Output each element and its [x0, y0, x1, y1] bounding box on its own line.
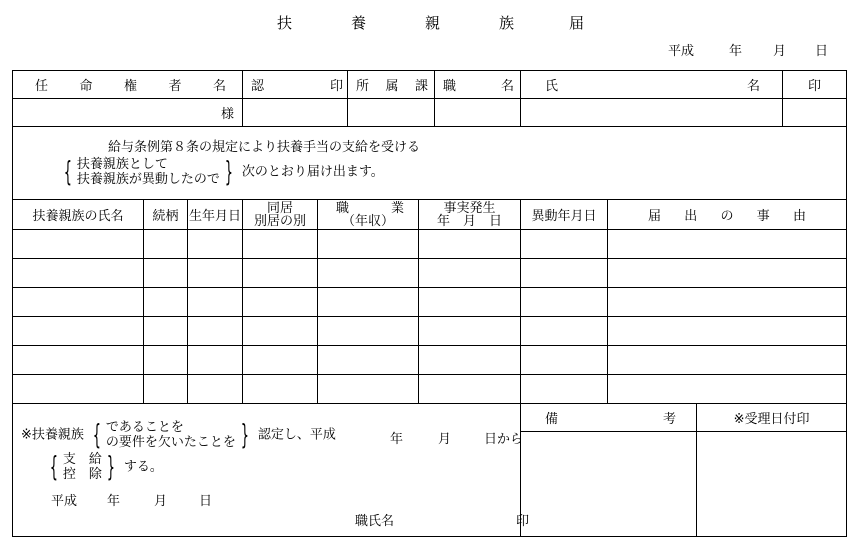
deduct-option: 控 除: [62, 467, 102, 482]
cell-birth[interactable]: [188, 230, 243, 259]
cell-birth[interactable]: [188, 317, 243, 346]
col-dependent-name: 扶養親族の氏名: [13, 200, 144, 230]
cell-change-date[interactable]: [521, 346, 608, 375]
cell-cohabit[interactable]: [243, 288, 318, 317]
statement-choice: { 扶養親族として 扶養親族が異動したので } 次のとおり届け出ます。: [63, 155, 384, 188]
statement-tail: 次のとおり届け出ます。: [241, 164, 384, 180]
department-field[interactable]: [348, 99, 435, 127]
cell-birth[interactable]: [188, 259, 243, 288]
sama-label: 様: [221, 107, 235, 122]
cell-fact-date[interactable]: [419, 288, 521, 317]
column-header-row: [13, 200, 847, 230]
cell-reason[interactable]: [608, 230, 847, 259]
cell-relation[interactable]: [144, 346, 188, 375]
cell-change-date[interactable]: [521, 317, 608, 346]
date-month: 月: [773, 44, 787, 59]
cell-fact-date[interactable]: [419, 317, 521, 346]
dependent-row: [13, 346, 847, 375]
appointer-label: 任 命 権 者 名: [13, 71, 243, 99]
option-dependent-changed: 扶養親族が異動したので: [76, 172, 220, 187]
pay-suffix: する。: [123, 459, 163, 475]
statement-cell: [13, 127, 847, 200]
entry-row: [13, 99, 847, 127]
approval-year: 年: [390, 432, 404, 447]
approval-day-from: 日から: [484, 432, 524, 447]
cell-relation[interactable]: [144, 288, 188, 317]
date-era: 平成: [668, 44, 695, 59]
cell-reason[interactable]: [608, 288, 847, 317]
approval-block: [13, 404, 530, 537]
cell-relation[interactable]: [144, 230, 188, 259]
appointer-field[interactable]: [13, 99, 243, 127]
statement-row: [13, 127, 847, 200]
officer-label: 職氏名: [355, 514, 395, 529]
dependent-row: [13, 317, 847, 346]
seal-label-2: 印: [783, 71, 847, 99]
seal-field-2[interactable]: [783, 99, 847, 127]
col-change-date: 異動年月日: [521, 200, 608, 230]
dependent-form-table: [12, 70, 847, 537]
cell-fact-date[interactable]: [419, 375, 521, 404]
dependent-row: [13, 375, 847, 404]
remarks-field[interactable]: [521, 432, 697, 537]
header-row: [13, 71, 847, 99]
option-as-dependent: 扶養親族として: [76, 157, 168, 172]
dependent-row: [13, 230, 847, 259]
department-label: 所 属 課: [348, 71, 435, 99]
cell-reason[interactable]: [608, 317, 847, 346]
cell-cohabit[interactable]: [243, 346, 318, 375]
cell-cohabit[interactable]: [243, 259, 318, 288]
col-birthdate: 生年月日: [188, 200, 243, 230]
cell-name[interactable]: [13, 317, 144, 346]
name-field[interactable]: [521, 99, 783, 127]
col-cohabit: 同居 別居の別: [243, 200, 318, 230]
cell-occupation[interactable]: [318, 259, 419, 288]
position-field[interactable]: [435, 99, 521, 127]
title-char: 養: [351, 14, 367, 32]
cell-fact-date[interactable]: [419, 346, 521, 375]
position-label: 職 名: [435, 71, 521, 99]
cell-birth[interactable]: [188, 346, 243, 375]
cell-change-date[interactable]: [521, 259, 608, 288]
col-occupation: 職 業 （年収）: [318, 200, 419, 230]
cell-occupation[interactable]: [318, 317, 419, 346]
dependent-row: [13, 259, 847, 288]
cell-cohabit[interactable]: [243, 375, 318, 404]
cell-birth[interactable]: [188, 288, 243, 317]
footer-day: 日: [199, 494, 213, 509]
cell-name[interactable]: [13, 230, 144, 259]
cell-fact-date[interactable]: [419, 230, 521, 259]
col-relation: 続柄: [144, 200, 188, 230]
cell-name[interactable]: [13, 346, 144, 375]
cell-reason[interactable]: [608, 375, 847, 404]
approval-text: 認定し、平成: [257, 427, 336, 443]
footer-month: 月: [154, 494, 168, 509]
approval-line: ※扶養親族 { であることを の要件を欠いたことを } 認定し、平成: [21, 418, 336, 451]
cell-occupation[interactable]: [318, 346, 419, 375]
seal-field[interactable]: [243, 99, 348, 127]
cell-relation[interactable]: [144, 259, 188, 288]
cell-reason[interactable]: [608, 259, 847, 288]
col-reason: 届 出 の 事 由: [608, 200, 847, 230]
approval-opt-lacks: の要件を欠いたことを: [105, 435, 236, 450]
name-label: 氏 名: [521, 71, 783, 99]
cell-cohabit[interactable]: [243, 317, 318, 346]
statement-line1: 給与条例第８条の規定により扶養手当の支給を受ける: [108, 140, 421, 155]
pay-choice: { 支 給 控 除 } する。: [49, 450, 163, 483]
cell-fact-date[interactable]: [419, 259, 521, 288]
cell-relation[interactable]: [144, 375, 188, 404]
cell-name[interactable]: [13, 259, 144, 288]
cell-occupation[interactable]: [318, 288, 419, 317]
seal-label: 認 印: [243, 71, 348, 99]
footer-year: 年: [107, 494, 121, 509]
receipt-stamp-field[interactable]: [697, 432, 847, 537]
remarks-label: 備 考: [521, 404, 697, 432]
cell-change-date[interactable]: [521, 288, 608, 317]
cell-birth[interactable]: [188, 375, 243, 404]
footer-era: 平成: [51, 494, 78, 509]
pay-option: 支 給: [62, 452, 102, 467]
cell-name[interactable]: [13, 375, 144, 404]
cell-name[interactable]: [13, 288, 144, 317]
cell-occupation[interactable]: [318, 375, 419, 404]
footer-header-row: [13, 404, 847, 432]
dependent-row: [13, 288, 847, 317]
approval-month: 月: [438, 432, 452, 447]
receipt-stamp-label: ※受理日付印: [697, 404, 847, 432]
col-fact-date: 事実発生 年 月 日: [419, 200, 521, 230]
cell-cohabit[interactable]: [243, 230, 318, 259]
title-char: 扶: [277, 14, 293, 32]
title-char: 届: [569, 14, 585, 32]
cell-change-date[interactable]: [521, 375, 608, 404]
title-char: 族: [499, 14, 515, 32]
date-year: 年: [729, 44, 743, 59]
cell-reason[interactable]: [608, 346, 847, 375]
cell-relation[interactable]: [144, 317, 188, 346]
cell-change-date[interactable]: [521, 230, 608, 259]
cell-occupation[interactable]: [318, 230, 419, 259]
officer-seal: 印: [516, 514, 530, 529]
approval-opt-is: であることを: [105, 420, 184, 435]
date-day: 日: [815, 44, 829, 59]
title-char: 親: [425, 14, 441, 32]
approval-mark: ※扶養親族: [21, 427, 84, 443]
